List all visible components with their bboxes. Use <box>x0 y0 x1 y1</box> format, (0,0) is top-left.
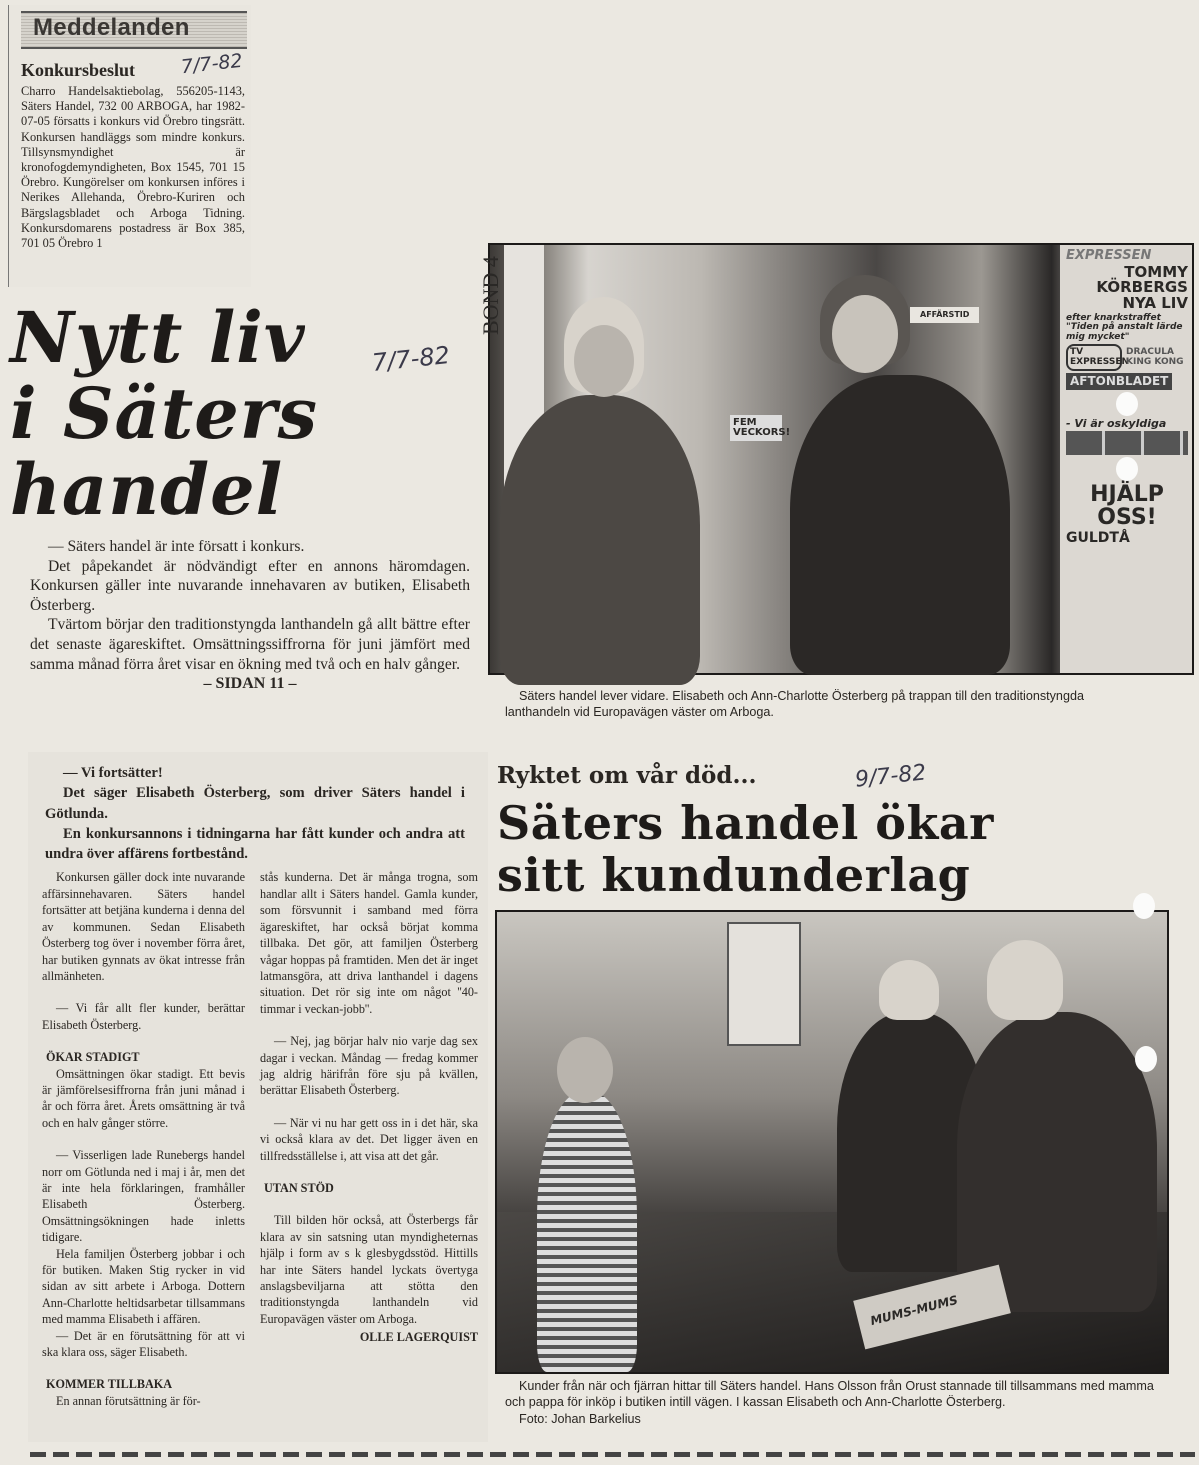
paragraph: stås kunderna. Det är många trogna, som handlar allt i Säters handel. Gamla kunder, som försvunnit i samband med förra ägareskiftet, har också börjat komma tillbaka. Det gör, att familjen Österberg vågar hoppas på framtiden. Men det är inget latmansgöra, att driva lanthandel i dagens situation. Det rör sig inte om något ''40-timmar i veckan-jobb''. <box>260 870 478 1016</box>
headline <box>10 296 350 531</box>
shop-door <box>727 922 801 1046</box>
paragraph: Omsättningen ökar stadigt. Ett bevis är jämförelsesiffrorna från juni månad i år och förra året. Årets omsättning är två och en halv gånger större. <box>42 1066 245 1130</box>
subheading: UTAN STÖD <box>264 1180 334 1195</box>
paragraph: — Visserligen lade Runebergs handel norr om Götlunda ned i maj i år, men det är inte hela förklaringen, framhåller Elisabeth Österberg. Omsättningsökningen hade inletts tidigare. <box>42 1148 245 1245</box>
headline <box>497 797 1137 901</box>
photo-caption <box>505 1378 1160 1427</box>
intro-paragraph: En konkursannons i tidningarna har fått kunder och andra att undra över affärens fortbestånd. <box>45 825 465 863</box>
headline-line: Nytt liv <box>10 296 306 379</box>
article-columns <box>42 869 480 1409</box>
intro-paragraph: — Vi fortsätter! <box>63 765 163 781</box>
article-column-2 <box>260 869 478 1409</box>
photo-shop-entrance <box>478 243 1194 675</box>
poster-subline: efter knarkstraffet "Tiden på anstalt lärde mig mycket" <box>1066 312 1183 342</box>
punch-hole <box>1116 457 1138 481</box>
subheading: ÖKAR STADIGT <box>46 1050 140 1065</box>
caption-text: Säters handel lever vidare. Elisabeth och Ann-Charlotte Österberg på trappan till den traditionstyngda lanthandeln vid Europavägen väster om Arboga. <box>505 689 1084 720</box>
woman-left-face <box>574 325 634 397</box>
headline-line: sitt kundunderlag <box>497 848 971 902</box>
box-label: MUMS-MUMS <box>868 1292 960 1329</box>
headline-line: handel <box>10 448 284 531</box>
paragraph: Konkursen gäller dock inte nuvarande affärsinnehavaren. Säters handel fortsätter att betjäna kunderna i denna del av kommunen. Sedan Elisabeth Österberg tog över i november förra året, har butiken gynnats av ökat intresse från allmänheten. <box>42 870 245 983</box>
paragraph: En annan förutsättning är för- <box>56 1393 201 1408</box>
woman-left <box>500 395 700 685</box>
notice-heading: Konkursbeslut <box>21 60 136 80</box>
poster-guld: GULDTÅ <box>1066 530 1130 547</box>
poster-aftonbladet: AFTONBLADET <box>1066 373 1172 390</box>
caption-text: Kunder från när och fjärran hittar till Säters handel. Hans Olsson från Orust stannade till tillsammans med mamma och pappa för inköp i butiken intill vägen. I kassan Elisabeth och Ann-Charlotte Österberg. <box>505 1379 1154 1410</box>
headline-line: i Säters <box>10 372 319 455</box>
article-column-1 <box>42 869 245 1409</box>
paragraph: — Det är en förutsättning för att vi ska klara oss, säger Elisabeth. <box>42 1328 245 1360</box>
sign-fem: FEM VECKORS! <box>730 415 782 441</box>
paragraph: Till bilden hör också, att Österbergs får klara av sin satsning utan myndigheternas hjälp i form av s k glesbygdsstöd. Hittills har inte Säters handel lyckats övertyga anslagsbeviljarna att stötta den traditionstyngda lanthandeln vid Europavägen väster om Arboga. <box>260 1213 478 1326</box>
paragraph: — Vi får allt fler kunder, berättar Elisabeth Österberg. <box>42 1001 245 1032</box>
poster-tv-row <box>1066 344 1188 371</box>
lead-paragraph: — Säters handel är inte försatt i konkurs. <box>48 538 305 555</box>
poster-photos <box>1066 431 1188 455</box>
article-body <box>42 763 480 1409</box>
section-header <box>21 11 247 49</box>
byline: OLLE LAGERQUIST <box>359 1330 478 1345</box>
lead-paragraph: Det påpekandet är nödvändigt efter en annons häromdagen. Konkursen gäller inte nuvarande innehavaren av butiken, Elisabeth Österberg. <box>30 557 470 614</box>
boy-face <box>557 1037 613 1103</box>
boy <box>537 1092 637 1372</box>
lead-paragraph: Tvärtom börjar den traditionstyngda lanthandeln gå allt bättre efter det senaste ägareskiftet. Omsättningssiffrorna för juni jämfört med samma månad förra året visar en ökning med två och en halv gånger. <box>30 616 470 673</box>
poster-oskyldiga: - Vi är oskyldiga <box>1066 416 1167 430</box>
poster-hjalp: HJÄLP OSS! <box>1090 482 1164 531</box>
newspaper-posters <box>1060 245 1192 673</box>
poster-expressen: EXPRESSEN <box>1066 248 1152 263</box>
paragraph: Hela familjen Österberg jobbar i och för butiken. Maken Stig rycker in vid sidan av sitt arbete i Arboga. Dottern Ann-Charlotte heltidsarbetar tillsammans med mamma Elisabeth i affären. <box>42 1246 245 1327</box>
page-reference: – SIDAN 11 – <box>203 675 297 693</box>
section-title: Meddelanden <box>33 14 190 41</box>
poster-tv: TV EXPRESSEN <box>1066 344 1122 371</box>
lead-text <box>30 537 470 694</box>
sign-bond: BOND 4 <box>478 256 503 335</box>
paragraph: — Nej, jag börjar halv nio varje dag sex dagar i veckan. Måndag — fredag kommer jag aldrig härifrån före sju på kvällen, berättar Elisabeth Österberg. <box>260 1034 478 1098</box>
woman-cashier-hair <box>879 960 939 1020</box>
article-intro <box>42 763 465 864</box>
poster-headline: TOMMY KÖRBERGS NYA LIV <box>1096 262 1188 313</box>
punch-hole <box>1133 893 1155 919</box>
subheading: KOMMER TILLBAKA <box>46 1377 173 1392</box>
handwritten-date: 9/7-82 <box>853 760 928 793</box>
handwritten-date: 7/7-82 <box>370 341 452 377</box>
poster-kingkong: DRACULA KING KONG <box>1126 347 1184 367</box>
punch-hole <box>1116 392 1138 416</box>
photo-caption <box>505 688 1145 721</box>
photo-shop-counter <box>495 910 1169 1374</box>
kicker: Ryktet om vår död... <box>497 762 757 789</box>
sign-hours: AFFÄRSTID <box>910 307 979 323</box>
intro-paragraph: Det säger Elisabeth Österberg, som driver Säters handel i Götlunda. <box>45 785 465 822</box>
notice-body: Charro Handelsaktiebolag, 556205-1143, Säters Handel, 732 00 ARBOGA, har 1982-07-05 försatts i konkurs vid Örebro tingsrätt. Konkursen handläggs som mindre konkurs. Tillsynsmyndighet är kronofogdemyndigheten, Box 1545, 701 15 Örebro. Kungörelser om konkursen införes i Nerikes Allehanda, Örebro-Kuriren och Bärgslagsbladet och Arboga Tidning. Konkursdomarens postadress är Box 385, 701 05 Örebro 1 <box>21 84 245 251</box>
headline-line: Säters handel ökar <box>497 796 994 850</box>
woman-right-face <box>832 295 898 373</box>
paragraph: — När vi nu har gett oss in i det här, ska vi också klara av det. Det ligger även en tillfredsställelse i, att visa att det går. <box>260 1115 478 1163</box>
handwritten-date: 7/7-82 <box>180 49 244 79</box>
woman-right-hair <box>987 940 1063 1020</box>
woman-right <box>790 375 1010 675</box>
notice-clipping <box>8 5 251 287</box>
photo-credit: Foto: Johan Barkelius <box>519 1411 641 1426</box>
punch-hole <box>1135 1046 1157 1072</box>
cut-line <box>30 1452 1195 1457</box>
